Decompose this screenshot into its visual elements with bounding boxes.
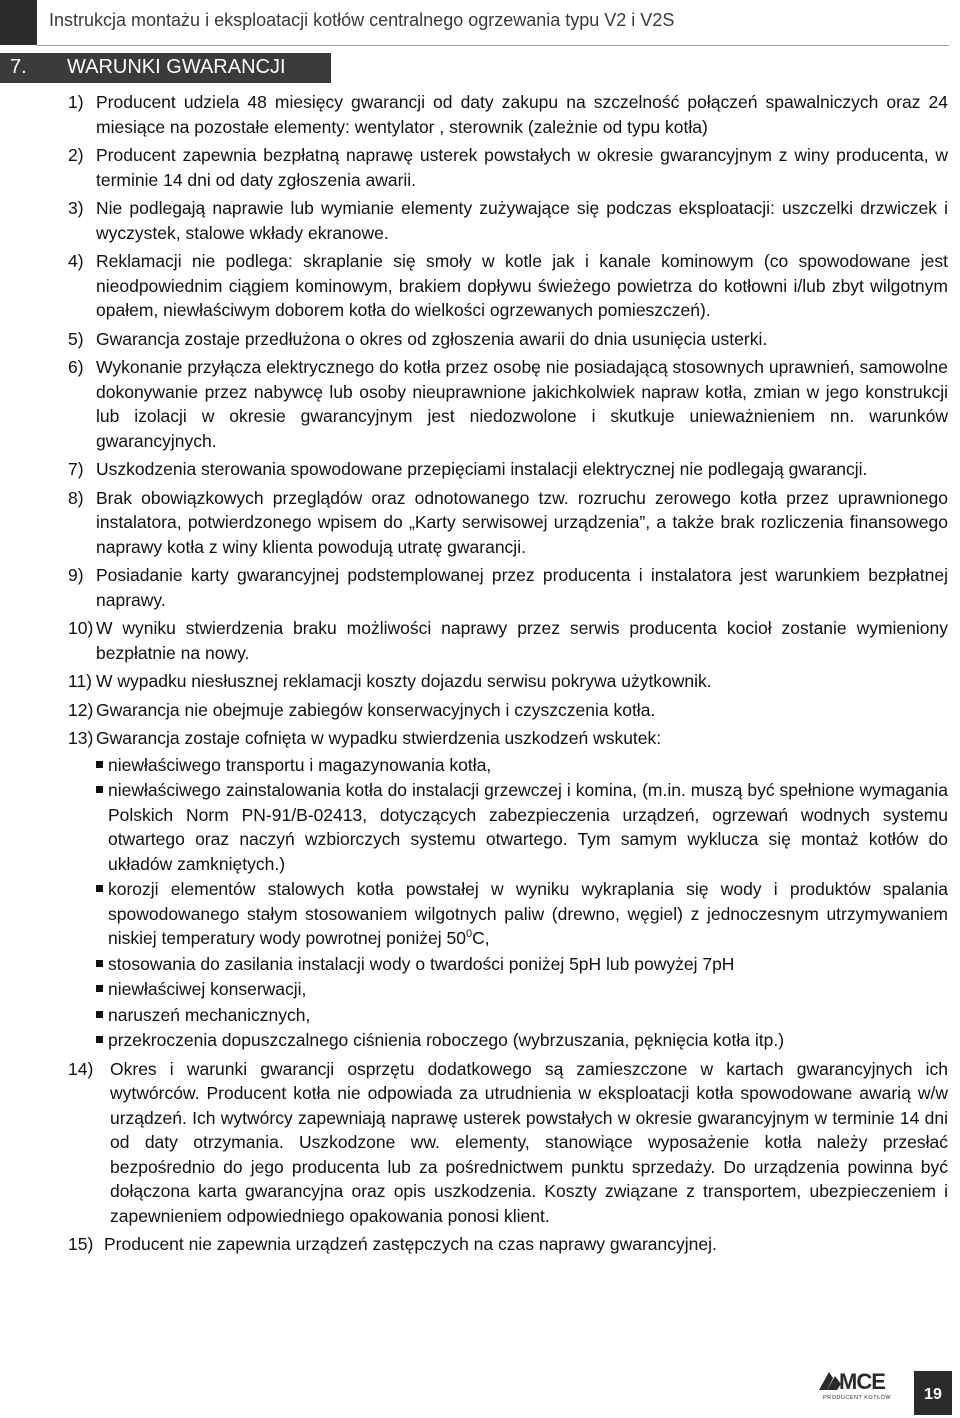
bullet-square-icon	[68, 952, 108, 977]
item-number: 6)	[68, 357, 84, 377]
item-number: 14)	[68, 1058, 94, 1079]
bullet-text: przekroczenia dopuszczalnego ciśnienia roboczego (wybrzuszania, pęknięcia kotła itp.)	[108, 1030, 785, 1050]
item-number: 15)	[68, 1234, 94, 1254]
item-number: 1)	[68, 92, 84, 112]
list-item	[68, 486, 948, 560]
bullet-item	[68, 778, 948, 876]
item-text: Okres i warunki gwarancji osprzętu dodatkowego są zamieszczone w kartach gwarancyjnych ich wytwórców. Producent kotła nie odpowiada za utrudnienia w eksploatacji kotła spowodowane awarią w/w urządzeń. Ich wytwórcy zapewniają naprawę usterek powstałych w okresie gwarancyjnym w terminie 14 dni od daty otrzymania. Uszkodzone ww. elementy, stanowiące wyposażenie kotła należy przesłać bezpośrednio do jego producenta lub za pośrednictwem punktu sprzedaży. Do urządzenia powinna być dołączona karta gwarancyjna oraz opis uszkodzenia. Koszty związane z transportem, ubezpieczeniem i zapewnieniem odpowiedniego opakowania ponosi klient.	[110, 1058, 948, 1226]
item-text: Brak obowiązkowych przeglądów oraz odnotowanego tzw. rozruchu zerowego kotła przez uprawnionego instalatora, potwierdzonego wpisem do „Karty serwisowej urządzenia”, a także brak rozliczenia finansowego naprawy kotła z winy klienta powodują utratę gwarancji.	[96, 487, 948, 557]
list-item	[68, 669, 948, 694]
list-item	[68, 355, 948, 453]
item-text: Wykonanie przyłącza elektrycznego do kotła przez osobę nie posiadającą stosownych uprawnień, samowolne dokonywanie przez nabywcę lub osoby nieuprawnione jakichkolwiek napraw kotła, zmian w jego konstrukcji lub izolacji w okresie gwarancyjnym jest niedozwolone i skutkuje unieważnieniem nn. warunków gwarancyjnych.	[96, 357, 948, 451]
bullet-text-tail: C,	[472, 928, 490, 948]
bullet-text: niewłaściwej konserwacji,	[108, 979, 307, 999]
item-text: Gwarancja nie obejmuje zabiegów konserwacyjnych i czyszczenia kotła.	[96, 699, 656, 720]
item-text: Producent udziela 48 miesięcy gwarancji od daty zakupu na szczelność połączeń spawalniczych oraz 24 miesiące na pozostałe elementy: wentylator , sterownik (zależnie od typu kotła)	[96, 92, 948, 137]
bullet-text-with-superscript	[108, 877, 948, 951]
item-number: 11)	[68, 671, 92, 691]
list-item	[68, 249, 948, 323]
item-number: 10)	[68, 618, 94, 638]
item-number: 8)	[68, 487, 84, 508]
item-number: 9)	[68, 565, 84, 585]
item-number: 4)	[68, 251, 84, 271]
bullet-item	[68, 1028, 948, 1053]
page-number: 19	[924, 1386, 942, 1403]
logo-text: MCE	[839, 1369, 885, 1394]
item-number: 2)	[68, 145, 84, 165]
bullet-item	[68, 977, 948, 1002]
item-text: Uszkodzenia sterowania spowodowane przepięciami instalacji elektrycznej nie podlegają gwarancji.	[96, 459, 868, 479]
bullet-item	[68, 877, 948, 951]
bullet-text: korozji elementów stalowych kotła powstałej w wyniku wykraplania się wody i produktów spalania spowodowanego stałym stosowaniem wilgotnych paliw (drewno, węgiel) z jednoczesnym utrzymywaniem niskiej temperatury wody powrotnej poniżej 50	[108, 879, 948, 948]
bullet-text: naruszeń mechanicznych,	[108, 1004, 311, 1025]
item-text: W wyniku stwierdzenia braku możliwości naprawy przez serwis producenta kocioł zostanie wymieniony bezpłatnie na nowy.	[96, 618, 948, 663]
list-item	[68, 90, 948, 139]
item-text: Reklamacji nie podlega: skraplanie się smoły w kotle jak i kanale kominowym (co spowodowane jest nieodpowiednim ciągiem kominowym, brakiem dopływu świeżego powietrza do kotłowni i/lub zbyt wilgotnym opałem, niewłaściwym doborem kotła do wielkości ogrzewanych pomieszczeń).	[96, 251, 948, 320]
bullet-item	[68, 753, 948, 778]
item-text: Nie podlegają naprawie lub wymianie elementy zużywające się podczas eksploatacji: uszczelki drzwiczek i wyczystek, stalowe wkłady ekranowe.	[96, 198, 948, 243]
superscript: 0	[465, 928, 473, 941]
item-number: 13)	[68, 728, 94, 748]
section-title: WARUNKI GWARANCJI	[67, 56, 286, 78]
warranty-conditions-list	[68, 90, 948, 1261]
bullet-square-icon	[68, 1028, 108, 1053]
list-item	[68, 457, 948, 482]
list-item	[68, 1232, 948, 1257]
item-number: 7)	[68, 459, 84, 479]
bullet-text: niewłaściwego zainstalowania kotła do instalacji grzewczej i komina, (m.in. muszą być spełnione wymagania Polskich Norm PN-91/B-02413, dotyczących zabezpieczenia urządzeń, ogrzewań wodnych systemu otwartego oraz naczyń wzbiorczych systemu otwartego. Tym samym wyklucza się montaż kotłów do układów zamkniętych.)	[108, 780, 948, 874]
list-item	[68, 726, 948, 751]
list-item	[68, 196, 948, 245]
bullet-square-icon	[68, 977, 108, 1002]
list-item	[68, 327, 948, 352]
item-number: 12)	[68, 699, 94, 720]
bullet-item	[68, 952, 948, 977]
logo-subtitle: PRODUCENT KOTŁÓW	[823, 1395, 892, 1401]
item-text: Producent nie zapewnia urządzeń zastępczych na czas naprawy gwarancyjnej.	[104, 1234, 717, 1254]
item-text: Producent zapewnia bezpłatną naprawę usterek powstałych w okresie gwarancyjnym z winy producenta, w terminie 14 dni od daty zgłoszenia awarii.	[96, 145, 948, 190]
header-rule	[37, 45, 949, 46]
header-title: Instrukcja montażu i eksploatacji kotłów centralnego ogrzewania typu V2 i V2S	[49, 10, 675, 30]
bullet-square-icon	[68, 753, 108, 778]
list-item	[68, 143, 948, 192]
damage-causes-list	[68, 753, 948, 1053]
list-item	[68, 563, 948, 612]
item-text: Gwarancja zostaje przedłużona o okres od zgłoszenia awarii do dnia usunięcia usterki.	[96, 328, 768, 349]
bullet-square-icon	[68, 778, 108, 876]
list-item	[68, 616, 948, 665]
item-number: 3)	[68, 198, 84, 218]
header-block	[0, 0, 37, 45]
bullet-square-icon	[68, 877, 108, 951]
item-text: Posiadanie karty gwarancyjnej podstemplowanej przez producenta i instalatora jest warunkiem bezpłatnej naprawy.	[96, 565, 948, 610]
item-text: W wypadku niesłusznej reklamacji koszty dojazdu serwisu pokrywa użytkownik.	[96, 671, 712, 691]
bullet-text: niewłaściwego transportu i magazynowania kotła,	[108, 754, 492, 775]
list-item	[68, 1057, 948, 1229]
bullet-square-icon	[68, 1003, 108, 1028]
bullet-item	[68, 1003, 948, 1028]
section-number: 7.	[10, 56, 27, 78]
list-item	[68, 698, 948, 723]
item-number: 5)	[68, 328, 84, 349]
mce-logo	[815, 1368, 905, 1408]
item-text: Gwarancja zostaje cofnięta w wypadku stwierdzenia uszkodzeń wskutek:	[96, 728, 662, 748]
bullet-text: stosowania do zasilania instalacji wody o twardości poniżej 5pH lub powyżej 7pH	[108, 953, 735, 974]
